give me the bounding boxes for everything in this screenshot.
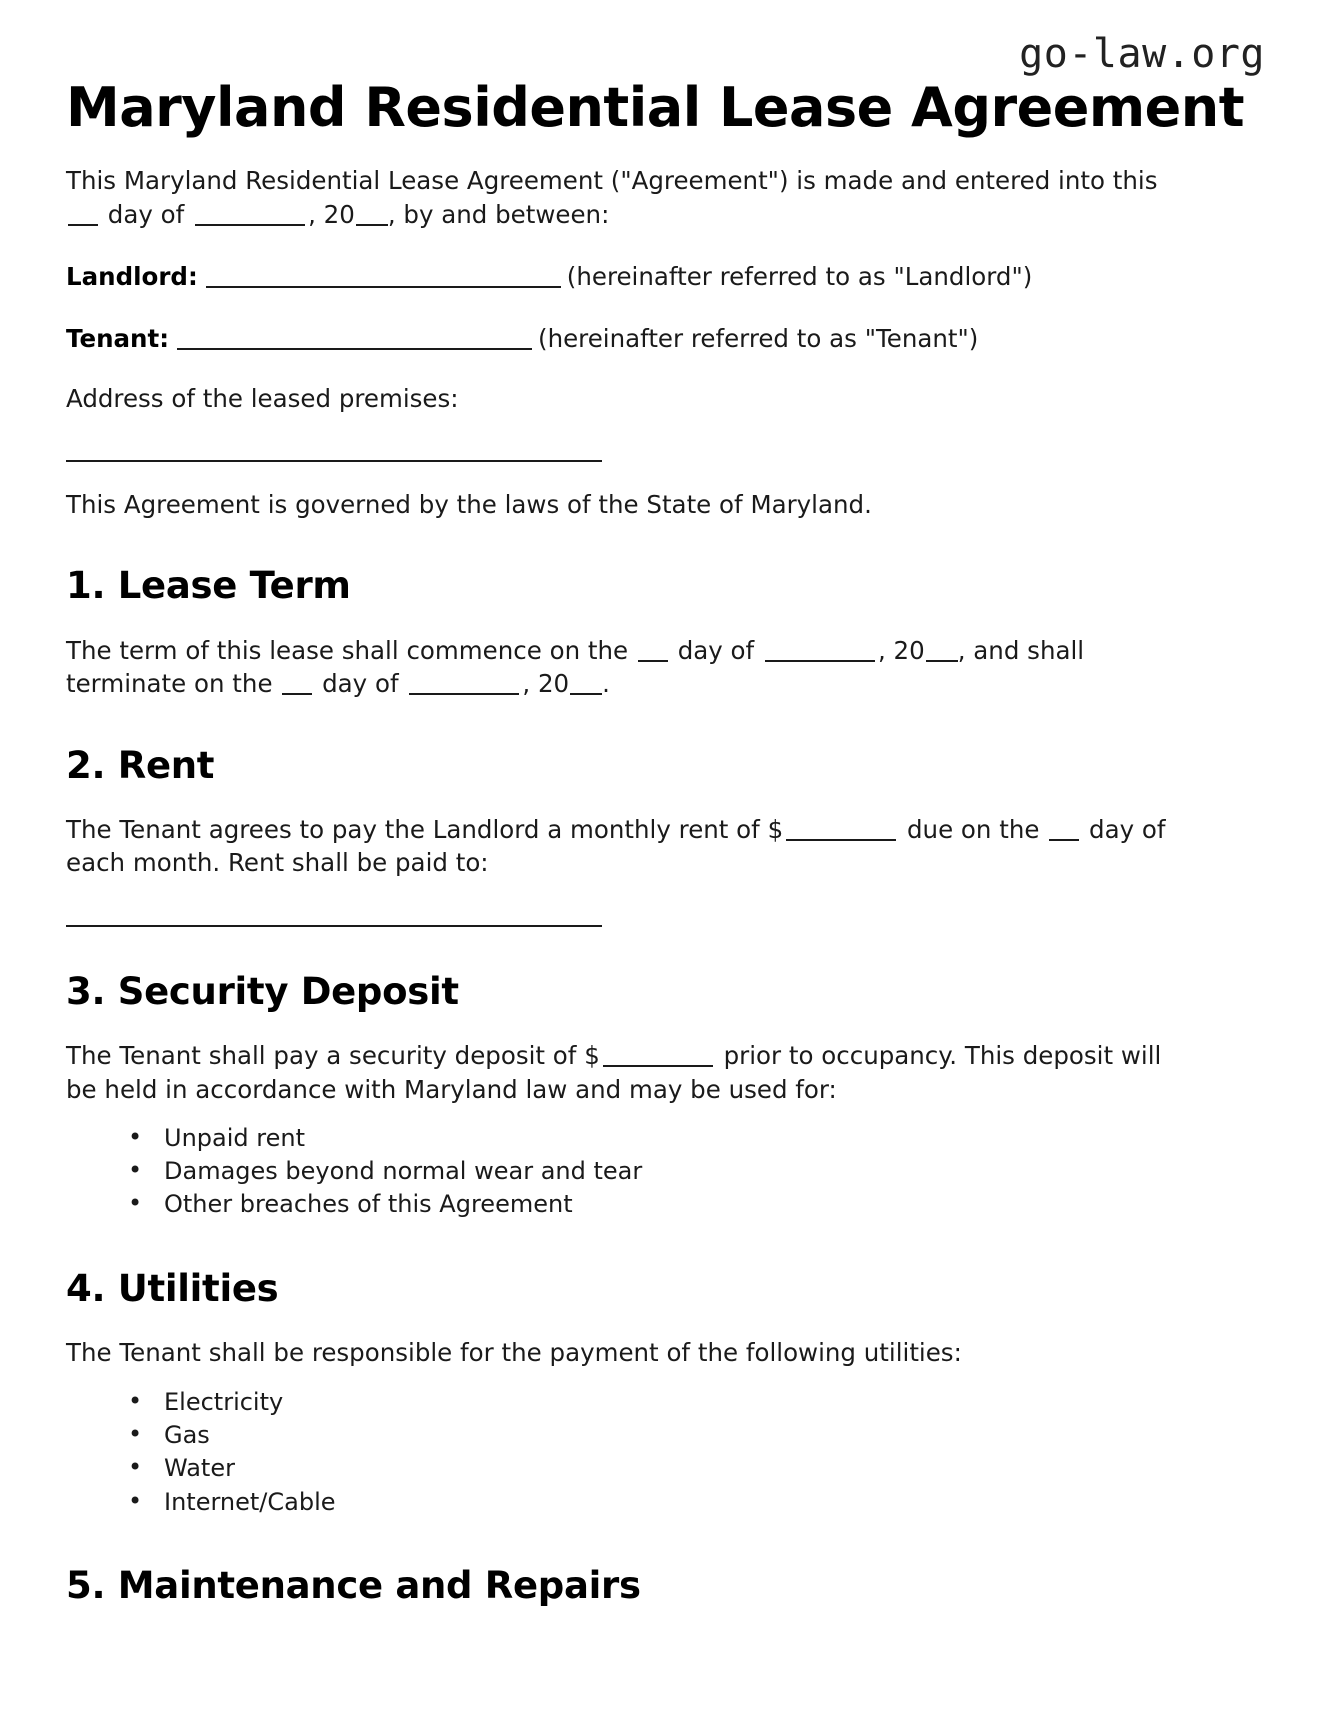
section-utilities-text: The Tenant shall be responsible for the payment of the following utilities: — [66, 1338, 962, 1368]
lease-term-text-c: , 20 — [877, 635, 925, 665]
lease-term-text-d: , and shall terminate on the — [66, 635, 1085, 699]
list-item: • Unpaid rent — [128, 1124, 1265, 1157]
lease-start-day-blank — [638, 660, 668, 662]
intro-month-blank — [195, 224, 305, 226]
section-heading-maintenance-and-repairs: 5. Maintenance and Repairs — [66, 1563, 641, 1607]
section-rent-text — [66, 787, 1191, 880]
page-title: Maryland Residential Lease Agreement — [66, 76, 1245, 139]
landlord-label: Landlord: — [66, 262, 198, 292]
rent-amount-blank — [786, 839, 896, 841]
lease-start-year-blank — [926, 660, 958, 662]
section-security-deposit-text — [66, 1013, 1191, 1106]
intro-text-part4: , by and between: — [387, 199, 610, 229]
intro-year-blank — [356, 224, 388, 226]
section-heading-lease-term: 1. Lease Term — [66, 564, 351, 608]
rent-text-a: The Tenant agrees to pay the Landlord a monthly rent of $ — [66, 815, 784, 845]
section-heading-utilities: 4. Utilities — [66, 1266, 279, 1310]
landlord-name-blank — [206, 286, 561, 288]
tenant-line — [66, 293, 1265, 355]
intro-day-blank — [68, 224, 98, 226]
security-deposit-uses-list — [66, 1106, 1265, 1224]
landlord-note: (hereinafter referred to as "Landlord") — [566, 262, 1033, 292]
section-heading-rent: 2. Rent — [66, 743, 215, 787]
section-lease-term-text — [66, 608, 1191, 701]
address-label: Address of the leased premises: — [66, 383, 459, 413]
rent-payee-blank-line — [66, 880, 1265, 927]
governing-law-text: This Agreement is governed by the laws of the State of Maryland. — [66, 490, 872, 520]
list-item: • Internet/Cable — [128, 1488, 1265, 1521]
intro-paragraph — [66, 138, 1191, 231]
lease-end-year-blank — [570, 693, 602, 695]
section-heading-security-deposit: 3. Security Deposit — [66, 969, 459, 1013]
rent-text-c: day of each month. Rent shall be paid to: — [66, 815, 1166, 878]
lease-term-text-a: The term of this lease shall commence on the — [66, 635, 629, 665]
list-item: • Damages beyond normal wear and tear — [128, 1157, 1265, 1190]
deposit-text-a: The Tenant shall pay a security deposit of $ — [66, 1041, 600, 1071]
lease-term-text-b: day of — [677, 635, 755, 665]
list-item: • Water — [128, 1454, 1265, 1487]
deposit-amount-blank — [603, 1065, 713, 1067]
list-item: • Gas — [128, 1421, 1265, 1454]
lease-end-day-blank — [282, 693, 312, 695]
lease-term-text-g: . — [602, 669, 610, 699]
rent-text-b: due on the — [906, 815, 1040, 845]
lease-term-text-e: day of — [322, 669, 399, 699]
intro-text-part3: , 20 — [308, 199, 355, 229]
rent-due-day-blank — [1049, 839, 1079, 841]
deposit-text-b: prior to occupancy. This deposit will be held in accordance with Maryland law and may be used for: — [66, 1041, 1162, 1104]
lease-term-text-f: , 20 — [522, 669, 570, 699]
landlord-line — [66, 231, 1265, 293]
site-watermark: go-law.org — [1019, 31, 1265, 77]
tenant-label: Tenant: — [66, 324, 170, 354]
lease-start-month-blank — [765, 660, 875, 662]
utilities-list — [66, 1370, 1265, 1521]
lease-end-month-blank — [409, 693, 519, 695]
list-item: • Electricity — [128, 1388, 1265, 1421]
address-blank-line — [66, 415, 1265, 462]
list-item: • Other breaches of this Agreement — [128, 1190, 1265, 1223]
tenant-note: (hereinafter referred to as "Tenant") — [538, 324, 979, 354]
intro-text-part2: day of — [107, 199, 185, 229]
tenant-name-blank — [177, 348, 532, 350]
intro-text-part1: This Maryland Residential Lease Agreement ("Agreement") is made and entered into this — [66, 166, 1158, 196]
